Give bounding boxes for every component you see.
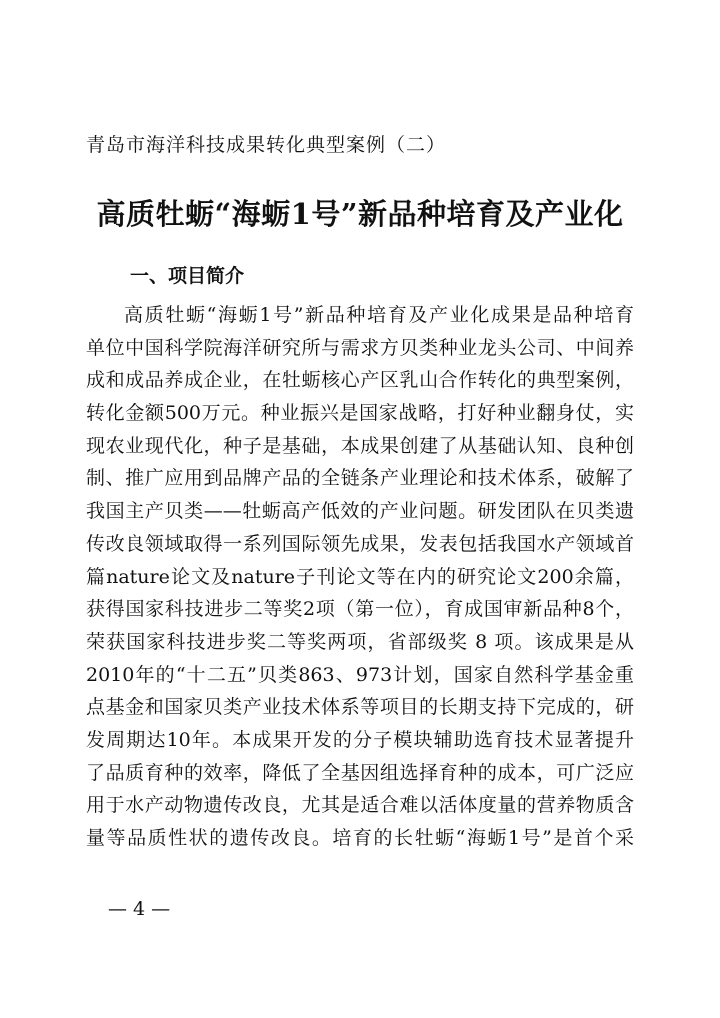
body-line: 获得国家科技进步二等奖2项（第一位），育成国审新品种8个， — [86, 598, 634, 621]
body-line: 制、推广应用到品牌产品的全链条产业理论和技术体系，破解了 — [86, 467, 634, 490]
section-heading: 一、项目简介 — [130, 265, 245, 287]
body-line: 现农业现代化，种子是基础，本成果创建了从基础认知、良种创 — [86, 434, 634, 457]
body-line: 篇nature论文及nature子刊论文等在内的研究论文200余篇， — [86, 565, 634, 588]
body-line: 量等品质性状的遗传改良。培育的长牡蛎“海蛎1号”是首个采 — [86, 827, 634, 849]
body-line: 点基金和国家贝类产业技术体系等项目的长期支持下完成的，研 — [86, 696, 634, 719]
body-line: 成和成品养成企业，在牡蛎核心产区乳山合作转化的典型案例， — [86, 369, 634, 392]
body-paragraph — [86, 299, 634, 855]
body-line: 单位中国科学院海洋研究所与需求方贝类种业龙头公司、中间养 — [86, 336, 634, 359]
series-title: 青岛市海洋科技成果转化典型案例（二） — [86, 134, 447, 156]
body-line: 荣获国家科技进步奖二等奖两项，省部级奖 8 项。该成果是从 — [86, 630, 634, 653]
body-line: 转化金额500万元。种业振兴是国家战略，打好种业翻身仗，实 — [86, 402, 634, 425]
body-line: 2010年的“十二五”贝类863、973计划，国家自然科学基金重 — [86, 663, 634, 686]
body-line: 用于水产动物遗传改良，尤其是适合难以活体度量的营养物质含 — [86, 794, 634, 817]
body-line: 了品质育种的效率，降低了全基因组选择育种的成本，可广泛应 — [86, 761, 634, 784]
page-number: — 4 — — [108, 898, 171, 920]
body-line: 传改良领域取得一系列国际领先成果，发表包括我国水产领域首 — [86, 532, 634, 555]
body-line: 发周期达10年。本成果开发的分子模块辅助选育技术显著提升 — [86, 728, 634, 751]
page-title: 高质牡蛎“海蛎1号”新品种培育及产业化 — [96, 197, 624, 231]
body-line: 我国主产贝类——牡蛎高产低效的产业问题。研发团队在贝类遗 — [86, 500, 634, 523]
body-line: 高质牡蛎“海蛎1号”新品种培育及产业化成果是品种培育 — [124, 304, 634, 326]
